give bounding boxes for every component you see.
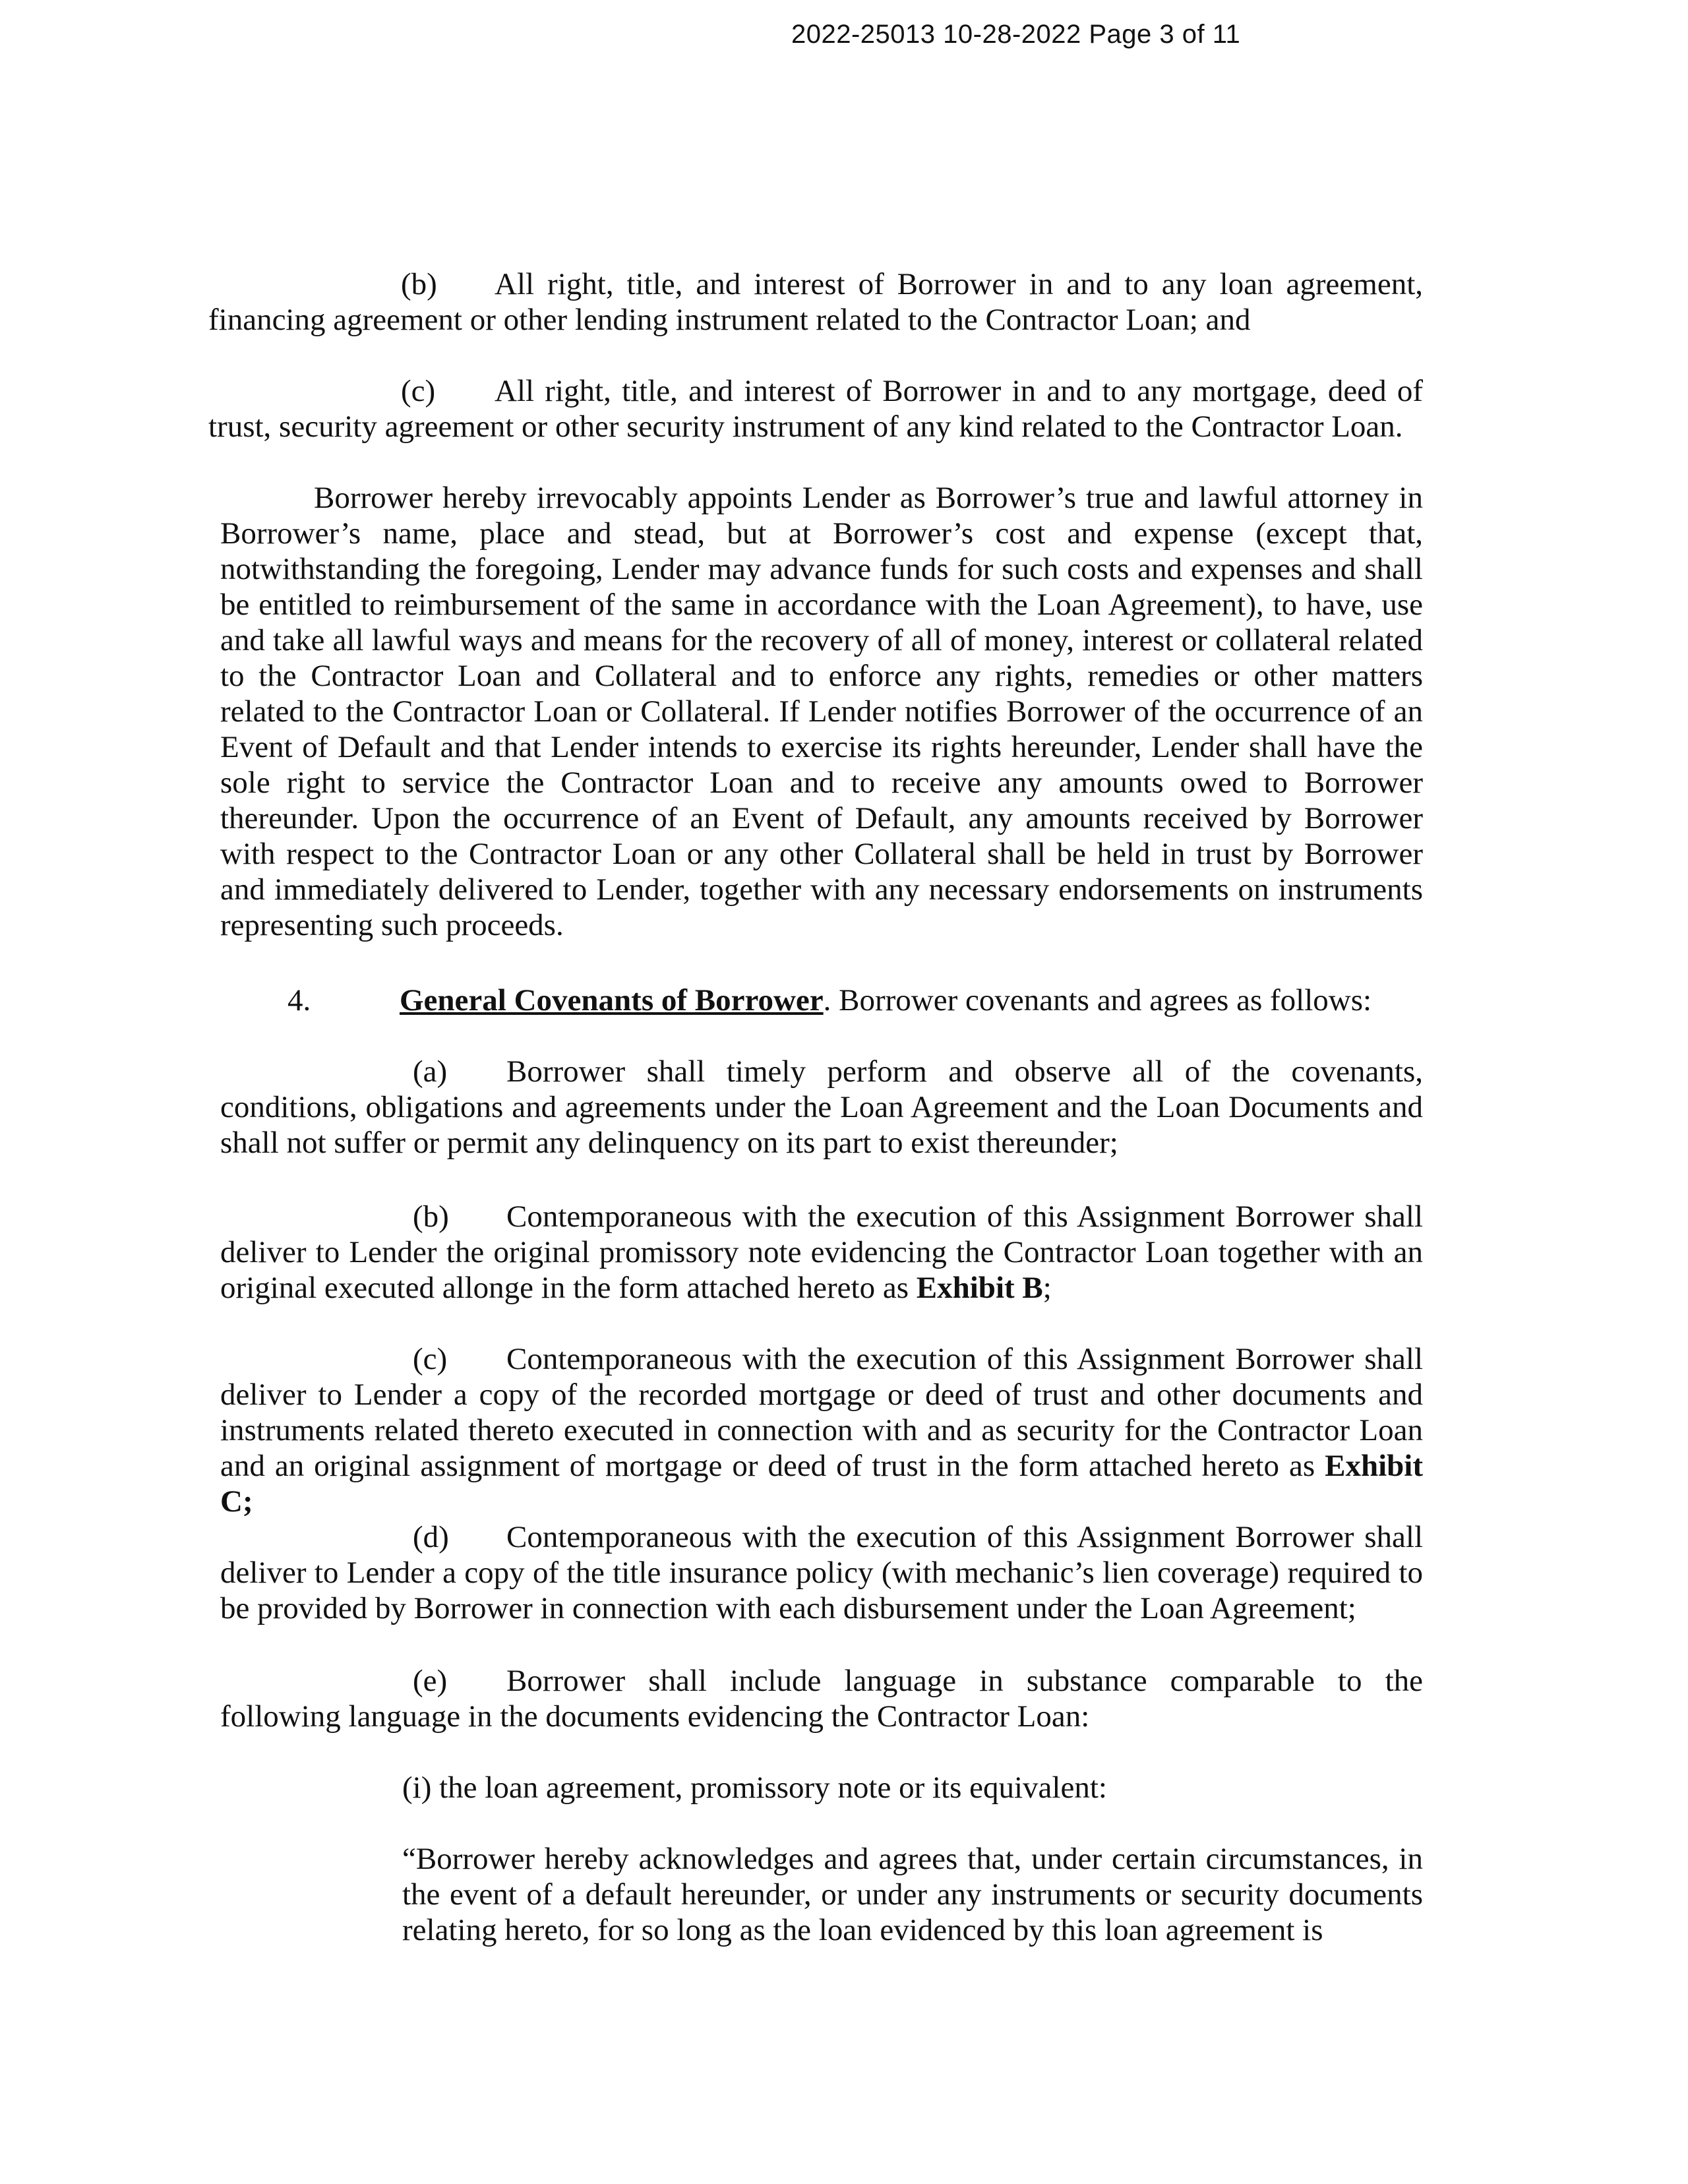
quoted-language: “Borrower hereby acknowledges and agrees that, under certain circumstances, in the event of a default hereunder, or under any instruments or security documents relating hereto, for so long as the loan evidenced by this loan agreement is bbox=[402, 1842, 1423, 1947]
exhibit-c-reference: Exhibit C; bbox=[220, 1449, 1423, 1519]
covenant-e-text: Borrower shall include language in substance comparable to the following language in the documents evidencing the Contractor Loan: bbox=[220, 1664, 1423, 1734]
covenant-b bbox=[220, 1199, 1423, 1306]
covenant-d-text: Contemporaneous with the execution of this Assignment Borrower shall deliver to Lender a copy of the title insurance policy (with mechanic’s lien coverage) required to be provided by Borrower in connection with each disbursement under the Loan Agreement; bbox=[220, 1520, 1423, 1625]
paragraph-b-label: (b) bbox=[401, 267, 437, 301]
recording-stamp: 2022-25013 10-28-2022 Page 3 of 11 bbox=[791, 20, 1241, 49]
paragraph-b-text: All right, title, and interest of Borrower in and to any loan agreement, financing agreement or other lending instrument related to the Contractor Loan; and bbox=[208, 267, 1423, 337]
paragraph-c-label: (c) bbox=[401, 374, 436, 408]
section-4-heading-line bbox=[287, 983, 1423, 1018]
section-intro: . Borrower covenants and agrees as follows: bbox=[823, 983, 1372, 1017]
covenant-b-end: ; bbox=[1042, 1271, 1052, 1305]
covenant-b-label: (b) bbox=[413, 1199, 449, 1234]
covenant-e-label: (e) bbox=[413, 1664, 448, 1698]
covenant-a bbox=[220, 1054, 1423, 1161]
covenant-a-text: Borrower shall timely perform and observe all of the covenants, conditions, obligations and agreements under the Loan Agreement and the Loan Documents and shall not suffer or permit any delinquency on its part to exist thereunder; bbox=[220, 1054, 1423, 1160]
section-number: 4. bbox=[287, 983, 311, 1017]
section-heading: General Covenants of Borrower bbox=[400, 983, 824, 1017]
covenant-b-text: Contemporaneous with the execution of this Assignment Borrower shall deliver to Lender the original promissory note evidencing the Contractor Loan together with an original executed allonge in the form attached hereto as bbox=[220, 1199, 1423, 1305]
covenant-e bbox=[220, 1663, 1423, 1734]
paragraph-b bbox=[208, 266, 1423, 338]
covenant-c-label: (c) bbox=[413, 1342, 448, 1376]
covenant-d-label: (d) bbox=[413, 1520, 449, 1554]
subitem-i: (i) the loan agreement, promissory note or its equivalent: bbox=[402, 1771, 1107, 1805]
covenant-a-label: (a) bbox=[413, 1054, 448, 1089]
covenant-d bbox=[220, 1519, 1423, 1626]
power-of-attorney-paragraph: Borrower hereby irrevocably appoints Lender as Borrower’s true and lawful attorney in Borrower’s name, place and stead, but at Borrower’s cost and expense (except that, notwithstanding the foregoing, Lender may advance funds for such costs and expenses and shall be entitled to reimbursement of the same in accordance with the Loan Agreement), to have, use and take all lawful ways and means for the recovery of all of money, interest or collateral related to the Contractor Loan and Collateral and to enforce any rights, remedies or other matters related to the Contractor Loan or Collateral. If Lender notifies Borrower of the occurrence of an Event of Default and that Lender intends to exercise its rights hereunder, Lender shall have the sole right to service the Contractor Loan and to receive any amounts owed to Borrower thereunder. Upon the occurrence of an Event of Default, any amounts received by Borrower with respect to the Contractor Loan or any other Collateral shall be held in trust by Borrower and immediately delivered to Lender, together with any necessary endorsements on instruments representing such proceeds. bbox=[220, 481, 1423, 942]
covenant-c-text: Contemporaneous with the execution of this Assignment Borrower shall deliver to Lender a copy of the recorded mortgage or deed of trust and other documents and instruments related thereto executed in connection with and as security for the Contractor Loan and an original assignment of mortgage or deed of trust in the form attached hereto as bbox=[220, 1342, 1423, 1483]
exhibit-b-reference: Exhibit B bbox=[916, 1271, 1043, 1305]
covenant-c bbox=[220, 1341, 1423, 1519]
paragraph-c-text: All right, title, and interest of Borrower in and to any mortgage, deed of trust, security agreement or other security instrument of any kind related to the Contractor Loan. bbox=[208, 374, 1423, 444]
paragraph-c bbox=[208, 373, 1423, 444]
